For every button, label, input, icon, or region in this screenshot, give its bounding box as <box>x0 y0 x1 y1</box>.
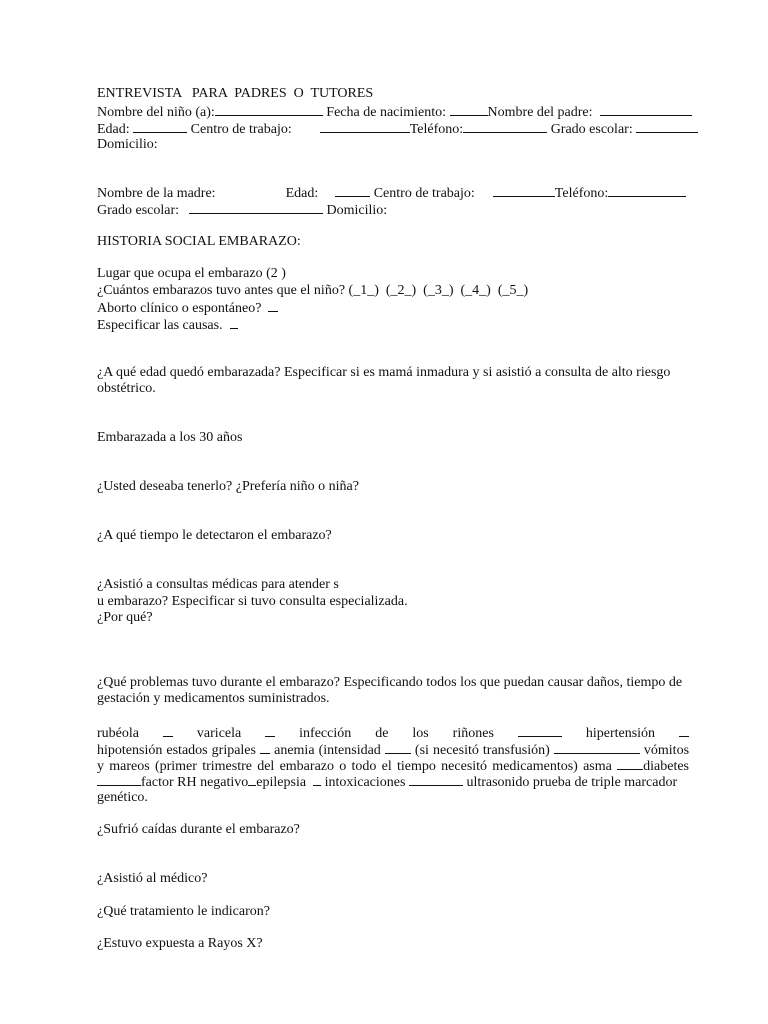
q-consult-line1: ¿Asistió a consultas médicas para atender s <box>97 577 339 592</box>
mother-phone-label: Teléfono: <box>554 186 609 201</box>
age-label: Edad: <box>97 122 130 137</box>
q-abortion: Aborto clínico o espontáneo? <box>97 301 262 316</box>
cond-hipertension: hipertensión <box>585 726 656 741</box>
cond-genetico: genético. <box>97 790 148 805</box>
school-grade-field[interactable] <box>636 120 698 133</box>
intoxicaciones-field[interactable] <box>409 773 463 786</box>
cond-y: y <box>97 759 104 774</box>
q-abortion-row <box>97 299 278 318</box>
gripales-field[interactable] <box>260 741 270 754</box>
child-name-label: Nombre del niño (a): <box>97 105 215 120</box>
mother-work-center-label: Centro de trabajo: <box>373 186 475 201</box>
q-problems-line1: ¿Qué problemas tuvo durante el embarazo? Especificando todos los que puedan causar daños, tiempo de <box>97 675 683 690</box>
q-consult-line3: ¿Por qué? <box>97 610 153 625</box>
section-title: HISTORIA SOCIAL EMBARAZO: <box>97 234 301 249</box>
q-doctor: ¿Asistió al médico? <box>97 871 208 886</box>
mother-school-grade-label: Grado escolar: <box>97 203 180 218</box>
q-wanted: ¿Usted deseaba tenerlo? ¿Prefería niño o niña? <box>97 479 359 494</box>
mother-age-field[interactable] <box>335 184 370 197</box>
conditions-row-4 <box>97 773 677 792</box>
form-title: ENTREVISTA PARA PADRES O TUTORES <box>97 86 374 101</box>
cond-transfusion: (si necesitó transfusión) <box>414 743 550 758</box>
mother-row-2 <box>97 201 387 220</box>
mother-work-center-field[interactable] <box>493 184 555 197</box>
cond-rubeola: rubéola <box>97 726 139 741</box>
q-treatment: ¿Qué tratamiento le indicaron? <box>97 904 270 919</box>
phone-label: Teléfono: <box>409 122 464 137</box>
cond-diabetes: diabetes <box>643 759 690 774</box>
birth-date-label: Fecha de nacimiento: <box>326 105 447 120</box>
mother-age-label: Edad: <box>285 186 319 201</box>
cond-mareos: mareos (primer trimestre del embarazo o todo el tiempo necesitó medicamentos) asma <box>109 759 612 774</box>
mother-phone-field[interactable] <box>608 184 686 197</box>
mother-school-grade-field[interactable] <box>189 201 323 214</box>
anemia-field[interactable] <box>385 741 411 754</box>
epilepsia-field[interactable] <box>313 773 321 786</box>
conditions-row-1 <box>97 724 689 743</box>
work-center-field[interactable] <box>320 120 410 133</box>
cond-anemia: anemia (intensidad <box>274 743 381 758</box>
cond-epilepsia: epilepsia <box>256 775 307 790</box>
mother-address-label: Domicilio: <box>326 203 388 218</box>
cond-varicela: varicela <box>196 726 242 741</box>
diabetes-field[interactable] <box>97 773 141 786</box>
header-row-2 <box>97 120 698 139</box>
cond-intoxicaciones: intoxicaciones <box>324 775 406 790</box>
cond-vomitos: vómitos <box>643 743 690 758</box>
q-how-many: ¿Cuántos embarazos tuvo antes que el niño? (_1_) (_2_) (_3_) (_4_) (_5_) <box>97 283 529 298</box>
q-falls: ¿Sufrió caídas durante el embarazo? <box>97 822 300 837</box>
causes-field[interactable] <box>230 316 238 329</box>
abortion-field[interactable] <box>268 299 278 312</box>
q-problems-line2: gestación y medicamentos suministrados. <box>97 691 330 706</box>
transfusion-field[interactable] <box>554 741 640 754</box>
work-center-label: Centro de trabajo: <box>190 122 292 137</box>
header-row-1 <box>97 103 692 122</box>
q-place: Lugar que ocupa el embarazo (2 ) <box>97 266 286 281</box>
mother-row-1 <box>97 184 686 203</box>
q-age-line1: ¿A qué edad quedó embarazada? Especificar si es mamá inmadura y si asistió a consulta de alto riesgo <box>97 365 671 380</box>
address-label: Domicilio: <box>97 137 158 152</box>
cond-ultrasonido: ultrasonido prueba de triple marcador <box>466 775 678 790</box>
birth-date-field[interactable] <box>450 103 488 116</box>
father-name-label: Nombre del padre: <box>487 105 593 120</box>
q-age-line2: obstétrico. <box>97 381 156 396</box>
mother-name-label: Nombre de la madre: <box>97 186 216 201</box>
cond-hipotension: hipotensión estados gripales <box>97 743 256 758</box>
varicela-field[interactable] <box>265 724 275 737</box>
school-grade-label: Grado escolar: <box>550 122 633 137</box>
father-name-field[interactable] <box>600 103 692 116</box>
q-causes: Especificar las causas. <box>97 318 223 333</box>
child-name-field[interactable] <box>215 103 323 116</box>
cond-factor: factor RH negativo <box>141 775 249 790</box>
infeccion-field[interactable] <box>518 724 562 737</box>
q-consult-line2: u embarazo? Especificar si tuvo consulta especializada. <box>97 594 408 609</box>
asma-field[interactable] <box>617 757 643 770</box>
age-field[interactable] <box>133 120 187 133</box>
q-causes-row <box>97 316 238 335</box>
age-answer: Embarazada a los 30 años <box>97 430 243 445</box>
hipertension-field[interactable] <box>679 724 689 737</box>
rubeola-field[interactable] <box>163 724 173 737</box>
q-xray: ¿Estuvo expuesta a Rayos X? <box>97 936 263 951</box>
cond-infeccion: infección de los riñones <box>299 726 494 741</box>
q-detected: ¿A qué tiempo le detectaron el embarazo? <box>97 528 332 543</box>
phone-field[interactable] <box>463 120 547 133</box>
